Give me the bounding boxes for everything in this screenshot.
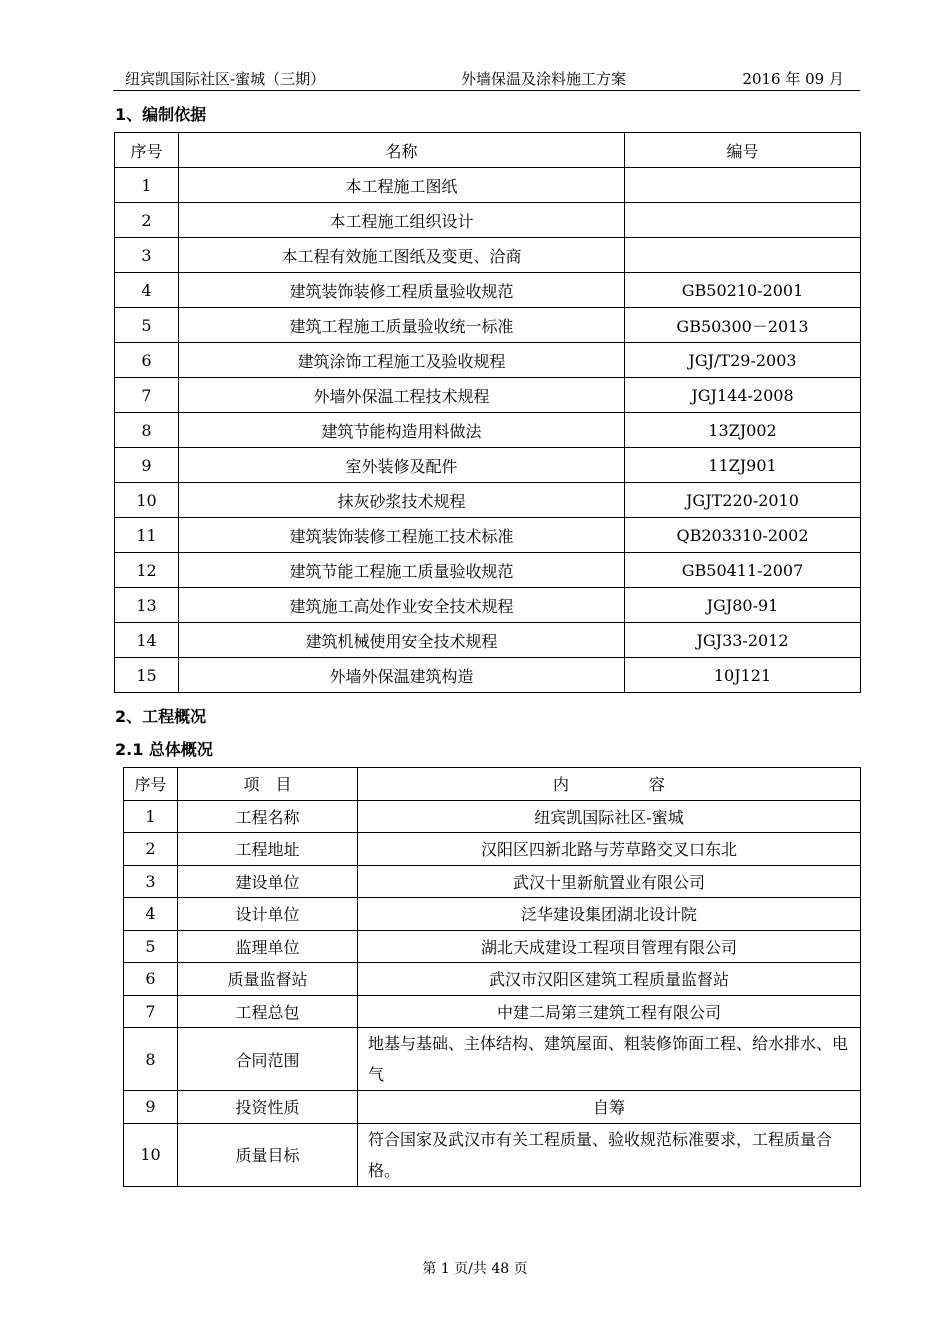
overview-cell: 合同范围 <box>178 1028 358 1091</box>
overview-cell: 5 <box>124 930 178 963</box>
basis-cell: 建筑机械使用安全技术规程 <box>179 623 625 658</box>
table-row <box>124 1091 861 1124</box>
table-row <box>115 448 861 483</box>
basis-cell: 建筑装饰装修工程施工技术标准 <box>179 518 625 553</box>
overview-cell: 8 <box>124 1028 178 1091</box>
overview-cell: 设计单位 <box>178 898 358 931</box>
basis-cell: JGJ33-2012 <box>625 623 861 658</box>
basis-cell: JGJ80-91 <box>625 588 861 623</box>
basis-cell: 外墙外保温建筑构造 <box>179 658 625 693</box>
overview-cell: 武汉十里新航置业有限公司 <box>358 865 861 898</box>
table-row <box>115 553 861 588</box>
table-row <box>124 898 861 931</box>
basis-cell: GB50411-2007 <box>625 553 861 588</box>
table-row <box>115 413 861 448</box>
overview-cell: 工程地址 <box>178 833 358 866</box>
project-overview-table-body <box>124 768 861 1187</box>
overview-cell: 地基与基础、主体结构、建筑屋面、粗装修饰面工程、给水排水、电气 <box>358 1028 861 1091</box>
project-overview-table <box>123 767 861 1187</box>
overview-cell: 1 <box>124 800 178 833</box>
table-row <box>124 833 861 866</box>
header-date: 2016 年 09 月 <box>742 70 844 88</box>
basis-cell: 建筑工程施工质量验收统一标准 <box>179 308 625 343</box>
overview-cell: 投资性质 <box>178 1091 358 1124</box>
header-project-name: 纽宾凯国际社区-蜜城（三期） <box>125 70 326 88</box>
basis-cell: 本工程有效施工图纸及变更、洽商 <box>179 238 625 273</box>
basis-cell: 室外装修及配件 <box>179 448 625 483</box>
basis-cell: 4 <box>115 273 179 308</box>
basis-cell: 2 <box>115 203 179 238</box>
basis-cell: 建筑涂饰工程施工及验收规程 <box>179 343 625 378</box>
basis-cell: JGJ144-2008 <box>625 378 861 413</box>
overview-cell: 工程总包 <box>178 995 358 1028</box>
basis-cell: 14 <box>115 623 179 658</box>
overview-cell: 3 <box>124 865 178 898</box>
overview-header-cell: 序号 <box>124 768 178 801</box>
table-row <box>115 308 861 343</box>
section-2-heading: 2、工程概况 <box>115 707 207 726</box>
table-row <box>115 273 861 308</box>
table-row <box>115 238 861 273</box>
overview-cell: 2 <box>124 833 178 866</box>
basis-cell: 13 <box>115 588 179 623</box>
basis-cell: 10J121 <box>625 658 861 693</box>
basis-cell: 12 <box>115 553 179 588</box>
overview-header-row <box>124 768 861 801</box>
overview-cell: 9 <box>124 1091 178 1124</box>
table-row <box>124 865 861 898</box>
table-row <box>124 800 861 833</box>
basis-cell: 建筑装饰装修工程质量验收规范 <box>179 273 625 308</box>
basis-header-cell: 编号 <box>625 133 861 168</box>
basis-cell: 1 <box>115 168 179 203</box>
compilation-basis-table <box>114 132 861 693</box>
basis-cell: 13ZJ002 <box>625 413 861 448</box>
basis-cell: 3 <box>115 238 179 273</box>
basis-cell: 建筑施工高处作业安全技术规程 <box>179 588 625 623</box>
basis-cell: 建筑节能构造用料做法 <box>179 413 625 448</box>
overview-cell: 汉阳区四新北路与芳草路交叉口东北 <box>358 833 861 866</box>
basis-cell: JGJT220-2010 <box>625 483 861 518</box>
basis-cell: 本工程施工图纸 <box>179 168 625 203</box>
table-row <box>115 588 861 623</box>
basis-cell: GB50300－2013 <box>625 308 861 343</box>
page-footer: 第 1 页/共 48 页 <box>422 1261 528 1277</box>
basis-cell: GB50210-2001 <box>625 273 861 308</box>
overview-cell: 武汉市汉阳区建筑工程质量监督站 <box>358 963 861 996</box>
basis-cell: 11ZJ901 <box>625 448 861 483</box>
page-header <box>113 62 860 91</box>
compilation-basis-table-body <box>115 133 861 693</box>
basis-cell: 本工程施工组织设计 <box>179 203 625 238</box>
basis-cell: 7 <box>115 378 179 413</box>
overview-cell: 质量监督站 <box>178 963 358 996</box>
overview-cell: 6 <box>124 963 178 996</box>
table-row <box>124 930 861 963</box>
basis-cell <box>625 168 861 203</box>
table-row <box>115 518 861 553</box>
table-row <box>115 203 861 238</box>
basis-cell: 5 <box>115 308 179 343</box>
overview-cell: 10 <box>124 1123 178 1186</box>
table-row <box>124 963 861 996</box>
basis-cell: 10 <box>115 483 179 518</box>
table-row <box>124 1028 861 1091</box>
overview-cell: 符合国家及武汉市有关工程质量、验收规范标准要求，工程质量合格。 <box>358 1123 861 1186</box>
overview-cell: 4 <box>124 898 178 931</box>
basis-cell: QB203310-2002 <box>625 518 861 553</box>
basis-cell: 外墙外保温工程技术规程 <box>179 378 625 413</box>
table-row <box>124 995 861 1028</box>
table-row <box>124 1123 861 1186</box>
header-document-title: 外墙保温及涂料施工方案 <box>461 70 627 88</box>
table-row <box>115 168 861 203</box>
basis-cell <box>625 238 861 273</box>
table-row <box>115 343 861 378</box>
table-row <box>115 623 861 658</box>
basis-cell: 15 <box>115 658 179 693</box>
basis-cell: JGJ/T29-2003 <box>625 343 861 378</box>
basis-cell: 6 <box>115 343 179 378</box>
basis-cell: 11 <box>115 518 179 553</box>
basis-header-cell: 序号 <box>115 133 179 168</box>
overview-cell: 中建二局第三建筑工程有限公司 <box>358 995 861 1028</box>
section-2-1-heading: 2.1 总体概况 <box>115 740 213 759</box>
overview-cell: 湖北天成建设工程项目管理有限公司 <box>358 930 861 963</box>
table-row <box>115 658 861 693</box>
overview-cell: 工程名称 <box>178 800 358 833</box>
basis-cell: 8 <box>115 413 179 448</box>
basis-cell <box>625 203 861 238</box>
section-1-heading: 1、编制依据 <box>115 105 207 124</box>
overview-cell: 监理单位 <box>178 930 358 963</box>
overview-header-cell: 内 容 <box>358 768 861 801</box>
overview-cell: 自筹 <box>358 1091 861 1124</box>
overview-header-cell: 项 目 <box>178 768 358 801</box>
overview-cell: 泛华建设集团湖北设计院 <box>358 898 861 931</box>
overview-cell: 质量目标 <box>178 1123 358 1186</box>
basis-cell: 抹灰砂浆技术规程 <box>179 483 625 518</box>
overview-cell: 建设单位 <box>178 865 358 898</box>
overview-cell: 纽宾凯国际社区-蜜城 <box>358 800 861 833</box>
table-row <box>115 378 861 413</box>
basis-cell: 建筑节能工程施工质量验收规范 <box>179 553 625 588</box>
basis-header-row <box>115 133 861 168</box>
overview-cell: 7 <box>124 995 178 1028</box>
basis-header-cell: 名称 <box>179 133 625 168</box>
basis-cell: 9 <box>115 448 179 483</box>
table-row <box>115 483 861 518</box>
